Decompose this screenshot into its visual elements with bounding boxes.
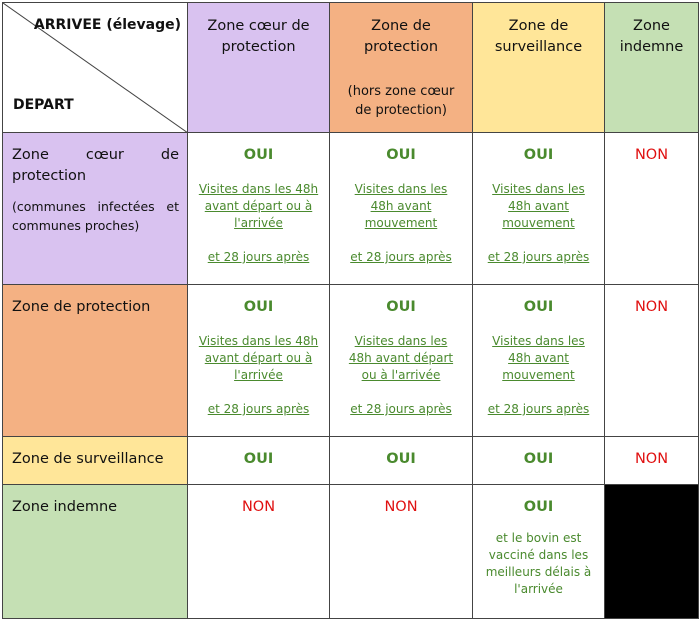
status-text: OUI (243, 147, 274, 163)
col-header-protection (330, 3, 473, 133)
status-text: OUI (386, 451, 416, 467)
corner-cell (3, 3, 188, 133)
row-header-label-line1: Zone indemne (12, 499, 118, 515)
visit-link[interactable]: Visites dans les 48h avant mouvement (354, 182, 448, 230)
visit-link-followup[interactable]: et 28 jours après (487, 402, 590, 416)
col-header-surveillance (473, 3, 605, 133)
row-header-label-line2: protection (12, 168, 87, 184)
row-header-protection (3, 285, 188, 437)
status-text: OUI (386, 299, 416, 315)
vaccination-note: et le bovin est vacciné dans les meilleurs délais à l'arrivée (485, 531, 592, 596)
status-text: OUI (523, 499, 554, 515)
col-header-label: Zone de surveillance (494, 18, 583, 55)
row-header-label-line1: Zone de protection (12, 299, 151, 315)
visit-link-followup[interactable]: et 28 jours après (207, 402, 310, 416)
status-text: NON (634, 147, 669, 163)
visit-link[interactable]: Visites dans les 48h avant mouvement (492, 182, 585, 230)
status-text: OUI (243, 451, 274, 467)
row-header-coeur (3, 133, 188, 285)
cell-indemne-surveillance (473, 485, 605, 619)
departure-label: DEPART (13, 97, 74, 113)
col-header-label: Zone de protection (363, 18, 439, 55)
cell-surveillance-protection (330, 437, 473, 485)
col-header-coeur (188, 3, 330, 133)
status-text: NON (241, 499, 276, 515)
status-text: OUI (386, 147, 416, 163)
arrival-label: ARRIVEE (élevage) (33, 17, 181, 33)
status-text: NON (634, 299, 669, 315)
row-header-label-line1: Zone de surveillance (12, 451, 164, 467)
row-header-surveillance (3, 437, 188, 485)
status-text: OUI (243, 299, 274, 315)
cell-indemne-coeur (188, 485, 330, 619)
cell-coeur-indemne (605, 133, 699, 285)
movement-rules-table (2, 2, 699, 619)
visit-link-followup[interactable]: et 28 jours après (350, 250, 452, 264)
row-header-indemne (3, 485, 188, 619)
col-header-sub: (hors zone cœur de protection) (347, 84, 455, 118)
col-header-label: Zone cœur de protection (207, 18, 310, 55)
visit-link[interactable]: Visites dans les 48h avant départ ou à l'arrivée (198, 182, 319, 230)
cell-protection-indemne (605, 285, 699, 437)
cell-coeur-coeur (188, 133, 330, 285)
cell-surveillance-indemne (605, 437, 699, 485)
visit-link-followup[interactable]: et 28 jours après (207, 250, 310, 264)
visit-link[interactable]: Visites dans les 48h avant départ ou à l'arrivée (348, 334, 454, 382)
visit-link-followup[interactable]: et 28 jours après (487, 250, 590, 264)
cell-coeur-protection (330, 133, 473, 285)
row-header-sub: (communes infectées et communes proches) (12, 199, 179, 233)
status-text: OUI (523, 147, 554, 163)
visit-link-followup[interactable]: et 28 jours après (350, 402, 452, 416)
cell-surveillance-surveillance (473, 437, 605, 485)
cell-protection-coeur (188, 285, 330, 437)
status-text: OUI (523, 451, 554, 467)
status-text: NON (384, 499, 418, 515)
cell-coeur-surveillance (473, 133, 605, 285)
cell-indemne-protection (330, 485, 473, 619)
status-text: NON (634, 451, 669, 467)
cell-indemne-indemne-blocked (605, 485, 699, 619)
visit-link[interactable]: Visites dans les 48h avant mouvement (492, 334, 585, 382)
row-header-label-line1: Zone cœur de (12, 147, 179, 163)
visit-link[interactable]: Visites dans les 48h avant départ ou à l'arrivée (198, 334, 319, 382)
cell-surveillance-coeur (188, 437, 330, 485)
status-text: OUI (523, 299, 554, 315)
cell-protection-protection (330, 285, 473, 437)
cell-protection-surveillance (473, 285, 605, 437)
col-header-label: Zone indemne (619, 18, 684, 55)
col-header-indemne (605, 3, 699, 133)
